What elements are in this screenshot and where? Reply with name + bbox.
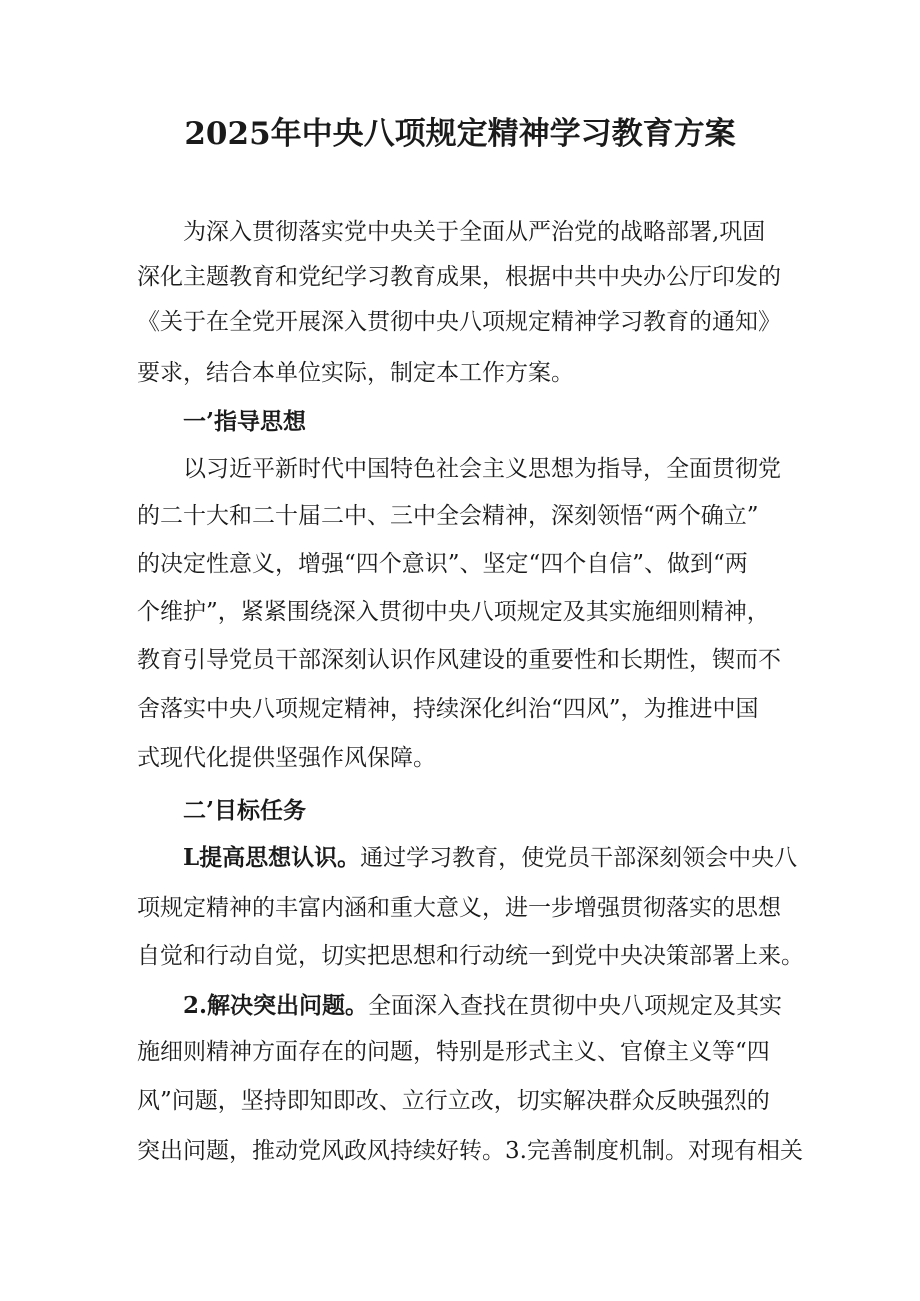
item2-label: 2.解决突出问题。: [183, 992, 369, 1019]
item2-item3-line: [137, 1135, 803, 1167]
item1-label: L提高思想认识。: [183, 844, 361, 871]
item3-label: 3.完善制度机制。: [505, 1138, 688, 1164]
section1-line: 的二十大和二十届二中、三中全会精神，深刻领悟“两个确立”: [137, 503, 759, 529]
item2-text: 全面深入查找在贯彻中央八项规定及其实: [368, 993, 783, 1019]
intro-line: 深化主题教育和党纪学习教育成果，根据中共中央办公厅印发的: [137, 264, 781, 290]
section1-line: 式现代化提供坚强作风保障。: [137, 745, 436, 771]
item1-text: 通过学习教育，使党员干部深刻领会中央八: [360, 845, 798, 871]
item2-text: 突出问题，推动党风政风持续好转。: [137, 1138, 505, 1164]
item2-line: 风”问题，坚持即知即改、立行立改，切实解决群众反映强烈的: [137, 1088, 770, 1114]
section1-line: 以习近平新时代中国特色社会主义思想为指导，全面贯彻党: [183, 456, 781, 482]
section1-line: 的决定性意义，增强“四个意识”、坚定“四个自信”、做到“两: [137, 551, 748, 577]
section1-line: 教育引导党员干部深刻认识作风建设的重要性和长期性，锲而不: [137, 647, 781, 673]
section-heading-guiding-ideology: 一’指导思想: [183, 408, 307, 435]
item1-first-line: [183, 842, 797, 874]
section-heading-goals-tasks: 二’目标任务: [183, 797, 307, 824]
item2-line: 施细则精神方面存在的问题，特别是形式主义、官僚主义等“四: [137, 1039, 770, 1065]
section1-line: 舍落实中央八项规定精神，持续深化纠治“四风”，为推进中国: [137, 696, 759, 722]
intro-line: 要求，结合本单位实际，制定本工作方案。: [137, 360, 574, 386]
section1-line: 个维护”，紧紧围绕深入贯彻中央八项规定及其实施细则精神，: [137, 599, 770, 625]
item1-line: 项规定精神的丰富内涵和重大意义，进一步增强贯彻落实的思想: [137, 895, 781, 921]
intro-line: 为深入贯彻落实党中央关于全面从严治党的战略部署,巩固: [183, 219, 766, 245]
intro-line: 《关于在全党开展深入贯彻中央八项规定精神学习教育的通知》: [137, 309, 781, 335]
document-title: 2025年中央八项规定精神学习教育方案: [184, 116, 736, 152]
item2-first-line: [183, 990, 782, 1022]
item1-line: 自觉和行动自觉，切实把思想和行动统一到党中央决策部署上来。: [137, 943, 804, 969]
item3-text: 对现有相关: [687, 1138, 803, 1164]
